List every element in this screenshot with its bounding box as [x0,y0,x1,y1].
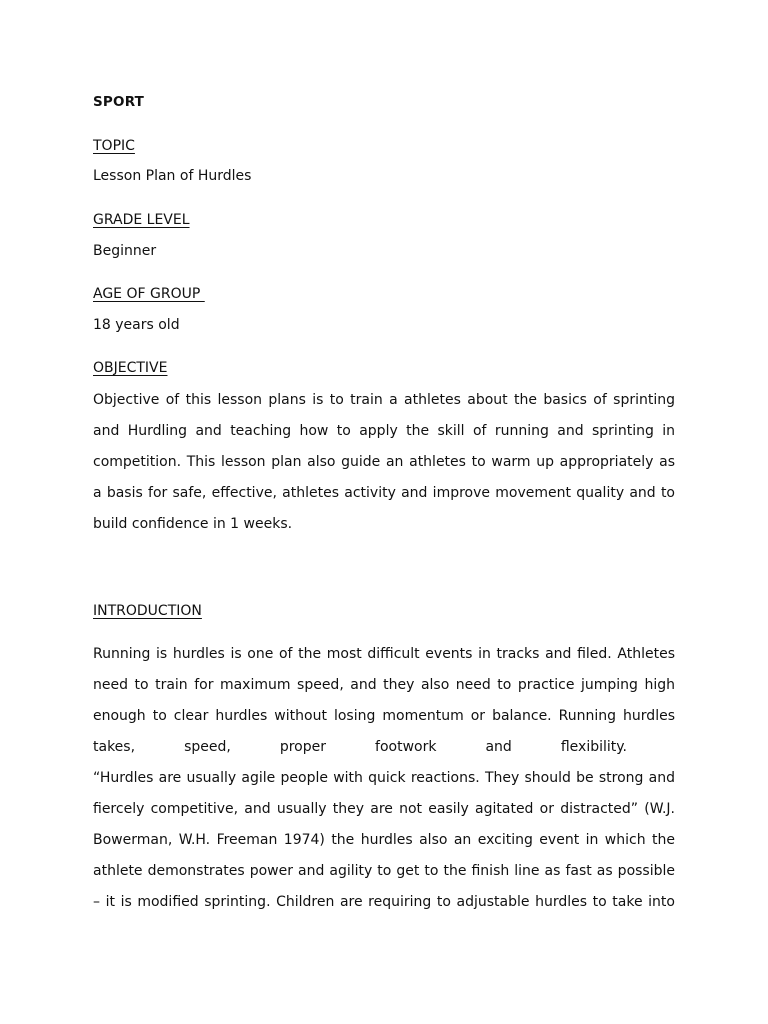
topic-value: Lesson Plan of Hurdles [93,168,252,184]
objective-line: competition. This lesson plan also guide an athletes to warm up appropriately as [93,454,675,470]
introduction-line: Bowerman, W.H. Freeman 1974) the hurdles also an exciting event in which the [93,832,675,848]
age-of-group-heading: AGE OF GROUP [93,286,205,302]
introduction-line: athlete demonstrates power and agility to get to the finish line as fast as possible [93,863,675,879]
document-title: SPORT [93,94,145,110]
introduction-heading: INTRODUCTION [93,603,202,619]
grade-level-value: Beginner [93,243,157,259]
objective-line: Objective of this lesson plans is to train a athletes about the basics of sprinting [93,392,675,408]
topic-heading: TOPIC [93,138,135,154]
introduction-line: fiercely competitive, and usually they are not easily agitated or distracted” (W.J. [93,801,675,817]
introduction-line: Running is hurdles is one of the most difficult events in tracks and filed. Athletes [93,646,675,662]
grade-level-heading: GRADE LEVEL [93,212,190,228]
introduction-line: enough to clear hurdles without losing momentum or balance. Running hurdles [93,708,675,724]
objective-line: build confidence in 1 weeks. [93,516,293,532]
introduction-line: takes, speed, proper footwork and flexibility. [93,739,627,755]
introduction-line: “Hurdles are usually agile people with quick reactions. They should be strong and [93,770,675,786]
objective-line: and Hurdling and teaching how to apply the skill of running and sprinting in [93,423,675,439]
introduction-line: – it is modified sprinting. Children are requiring to adjustable hurdles to take into [93,894,675,910]
objective-line: a basis for safe, effective, athletes activity and improve movement quality and to [93,485,675,501]
age-of-group-value: 18 years old [93,317,180,333]
objective-heading: OBJECTIVE [93,360,168,376]
introduction-line: need to train for maximum speed, and they also need to practice jumping high [93,677,675,693]
